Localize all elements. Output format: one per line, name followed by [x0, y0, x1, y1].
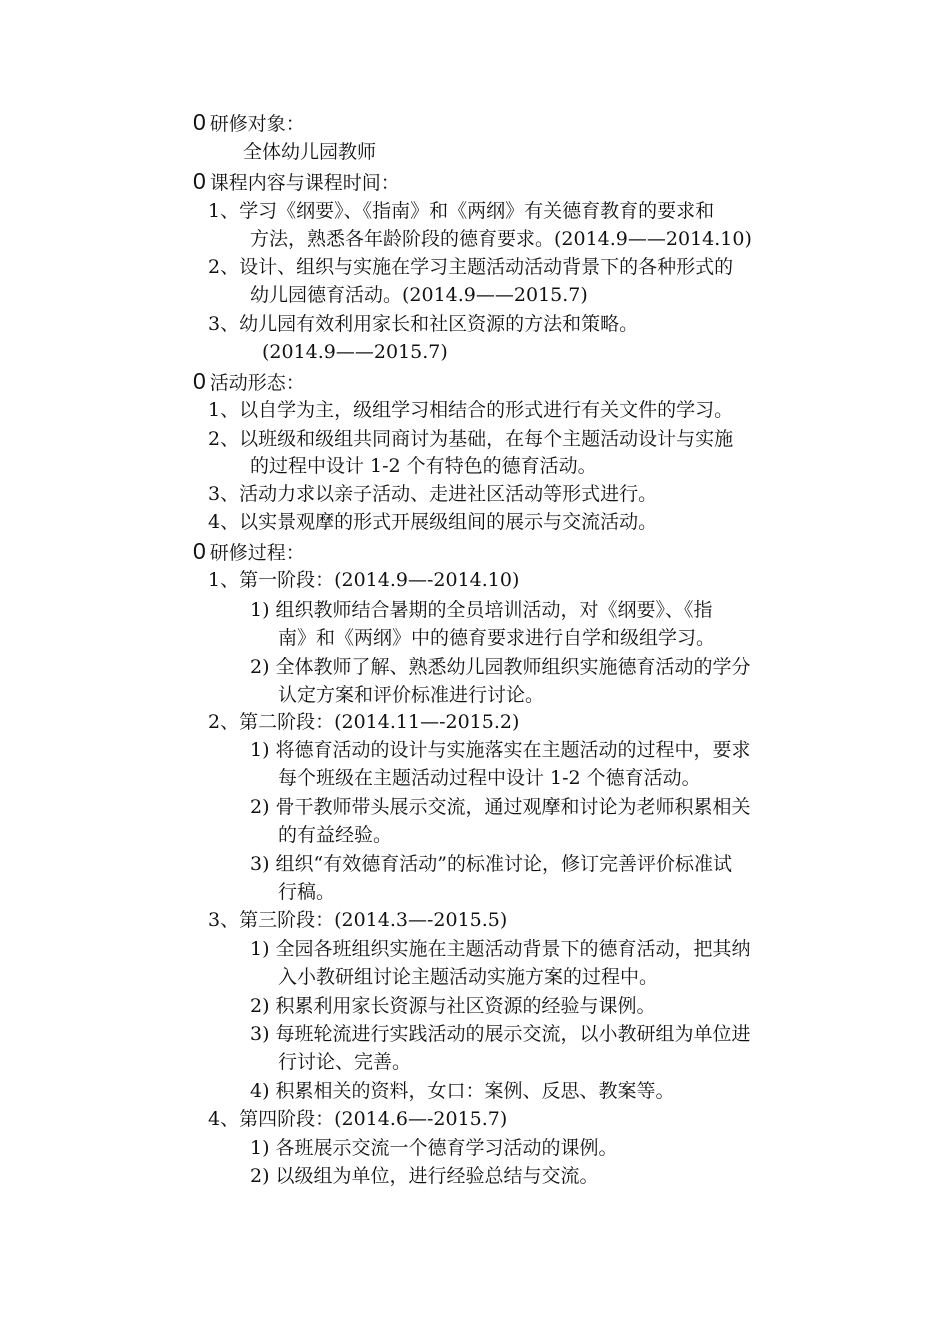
section-marker: 0: [193, 368, 206, 394]
body-line: 方法，熟悉各年龄阶段的德育要求。(2014.9——2014.10): [250, 228, 752, 250]
section-heading: [193, 367, 305, 397]
body-line: 2、第二阶段：(2014.11—-2015.2): [208, 711, 520, 733]
body-line: 4、第四阶段：(2014.6—-2015.7): [208, 1108, 508, 1130]
body-line: 全体幼儿园教师: [243, 141, 377, 163]
body-line: 2) 以级组为单位，进行经验总结与交流。: [250, 1165, 599, 1187]
section-marker: 0: [193, 109, 206, 135]
section-marker: 0: [193, 168, 206, 194]
body-line: 每个班级在主题活动过程中设计 1-2 个德育活动。: [278, 767, 701, 789]
body-line: 3) 每班轮流进行实践活动的展示交流，以小教研组为单位进: [250, 1023, 751, 1045]
body-line: 幼儿园德育活动。(2014.9——2015.7): [250, 284, 588, 306]
body-line: 入小教研组讨论主题活动实施方案的过程中。: [278, 966, 659, 988]
body-line: 2) 全体教师了解、熟悉幼儿园教师组织实施德育活动的学分: [250, 656, 751, 678]
section-heading: [193, 108, 305, 138]
body-line: 的过程中设计 1-2 个有特色的德育活动。: [250, 455, 597, 477]
body-line: 1) 将德育活动的设计与实施落实在主题活动的过程中，要求: [250, 739, 751, 761]
body-line: (2014.9——2015.7): [262, 341, 448, 363]
body-line: 1) 组织教师结合暑期的全员培训活动，对《纲要》、《指: [250, 599, 713, 621]
body-line: 1、以自学为主，级组学习相结合的形式进行有关文件的学习。: [208, 399, 734, 421]
body-line: 3、幼儿园有效利用家长和社区资源的方法和策略。: [208, 313, 639, 335]
section-marker: 0: [193, 538, 206, 564]
body-line: 3) 组织“有效德育活动”的标准讨论，修订完善评价标准试: [250, 853, 732, 875]
body-line: 2、以班级和级组共同商讨为基础，在每个主题活动设计与实施: [208, 428, 734, 450]
section-heading: [193, 167, 400, 197]
heading-text: 课程内容与课程时间：: [209, 172, 400, 194]
body-line: 4) 积累相关的资料，女口：案例、反思、教案等。: [250, 1080, 675, 1102]
body-line: 2) 骨干教师带头展示交流，通过观摩和讨论为老师积累相关: [250, 796, 751, 818]
heading-text: 活动形态：: [209, 372, 305, 394]
body-line: 南》和《两纲》中的德育要求进行自学和级组学习。: [278, 627, 716, 649]
body-line: 行稿。: [278, 881, 336, 903]
body-line: 2、设计、组织与实施在学习主题活动活动背景下的各种形式的: [208, 256, 734, 278]
body-line: 3、活动力求以亲子活动、走进社区活动等形式进行。: [208, 483, 658, 505]
body-line: 行讨论、完善。: [278, 1051, 412, 1073]
heading-text: 研修对象：: [209, 113, 305, 135]
body-line: 4、以实景观摩的形式开展级组间的展示与交流活动。: [208, 511, 658, 533]
body-line: 2) 积累利用家长资源与社区资源的经验与课例。: [250, 995, 656, 1017]
body-line: 3、第三阶段：(2014.3—-2015.5): [208, 909, 508, 931]
body-line: 1、第一阶段：(2014.9—-2014.10): [208, 569, 520, 591]
section-heading: [193, 537, 305, 567]
body-line: 1) 各班展示交流一个德育学习活动的课例。: [250, 1137, 618, 1159]
heading-text: 研修过程：: [209, 542, 305, 564]
body-line: 1、学习《纲要》、《指南》和《两纲》有关德育教育的要求和: [208, 200, 715, 222]
body-line: 1) 全园各班组织实施在主题活动背景下的德育活动，把其纳: [250, 938, 751, 960]
body-line: 的有益经验。: [278, 824, 393, 846]
body-line: 认定方案和评价标准进行讨论。: [278, 684, 545, 706]
